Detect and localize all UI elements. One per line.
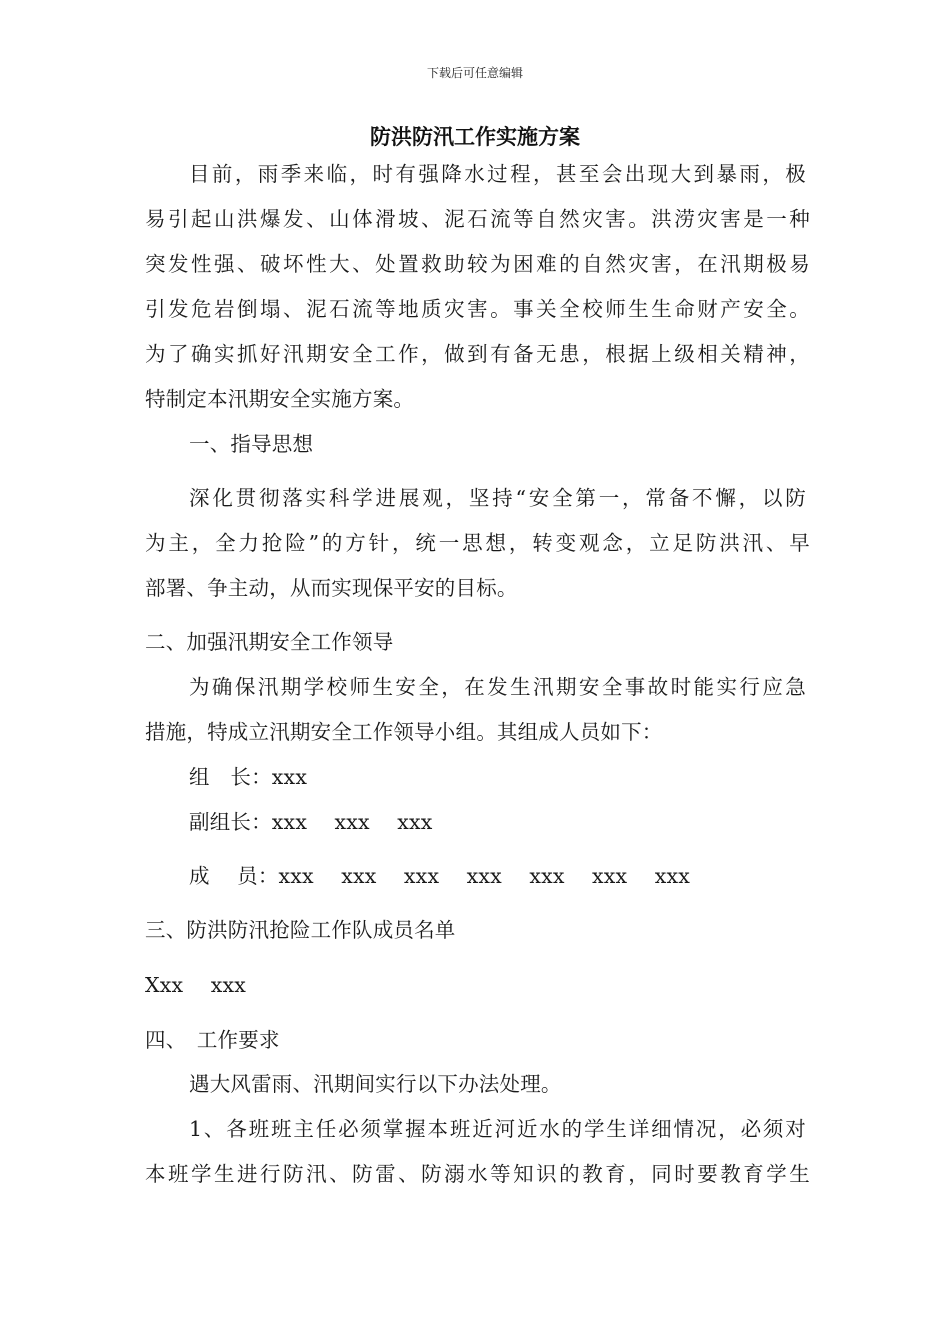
section-4-heading: 四、 工作要求	[145, 1028, 280, 1052]
intro-line-1: 目前，雨季来临，时有强降水过程，甚至会出现大到暴雨，极	[189, 162, 806, 186]
intro-line-5: 为了确实抓好汛期安全工作，做到有备无患，根据上级相关精神，	[145, 342, 810, 366]
section-3-names: Xxx xxx	[145, 973, 247, 997]
section-1-line-1: 深化贯彻落实科学进展观，坚持“安全第一，常备不懈，以防	[189, 486, 806, 510]
document-title: 防洪防汛工作实施方案	[370, 124, 580, 149]
deputy-row: 副组长：xxx xxx xxx	[189, 810, 433, 834]
section-1-heading: 一、指导思想	[189, 432, 314, 456]
members-row: 成 员：xxx xxx xxx xxx xxx xxx xxx	[189, 864, 691, 888]
section-3-heading: 三、防洪防汛抢险工作队成员名单	[145, 918, 456, 942]
section-4-line-3: 本班学生进行防汛、防雷、防溺水等知识的教育，同时要教育学生	[145, 1162, 810, 1186]
intro-line-3: 突发性强、破坏性大、处置救助较为困难的自然灾害，在汛期极易	[145, 252, 810, 276]
page-header-note: 下载后可任意编辑	[426, 66, 523, 80]
intro-line-6: 特制定本汛期安全实施方案。	[145, 387, 415, 411]
leader-row: 组 长：xxx	[189, 765, 308, 789]
intro-line-2: 易引起山洪爆发、山体滑坡、泥石流等自然灾害。洪涝灾害是一种	[145, 207, 810, 231]
section-1-line-3: 部署、争主动，从而实现保平安的目标。	[145, 576, 518, 600]
section-4-line-2: 1、各班班主任必须掌握本班近河近水的学生详细情况，必须对	[189, 1117, 806, 1141]
section-2-line-2: 措施，特成立汛期安全工作领导小组。其组成人员如下：	[145, 720, 663, 744]
section-2-line-1: 为确保汛期学校师生安全，在发生汛期安全事故时能实行应急	[189, 675, 806, 699]
section-1-line-2: 为主，全力抢险”的方针，统一思想，转变观念，立足防洪汛、早	[145, 531, 810, 555]
intro-line-4: 引发危岩倒塌、泥石流等地质灾害。事关全校师生生命财产安全。	[145, 297, 810, 321]
section-2-heading: 二、加强汛期安全工作领导	[145, 630, 394, 654]
section-4-line-1: 遇大风雷雨、汛期间实行以下办法处理。	[189, 1072, 562, 1096]
